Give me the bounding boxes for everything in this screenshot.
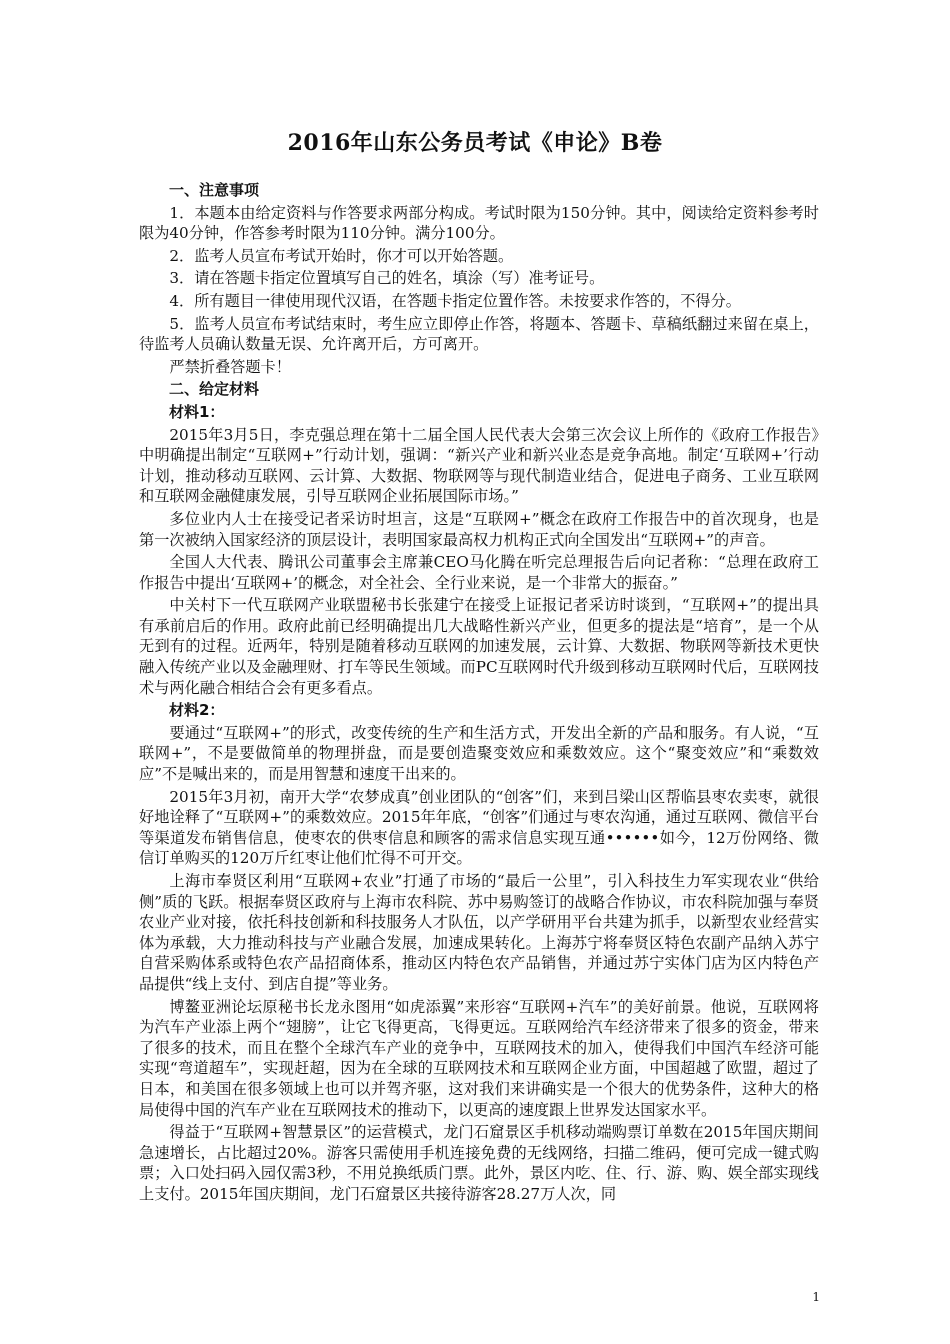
section-heading: 材料2： xyxy=(169,701,225,720)
body-paragraph: 2015年3月初，南开大学“农梦成真”创业团队的“创客”们，来到吕梁山区帮临县枣农卖枣，就很好地诠释了“互联网+”的乘数效应。2015年年底，“创客”们通过与枣农沟通，通过互联网、微信平台等渠道发布销售信息，使枣农的供枣信息和顾客的需求信息实现互通••••••如今，12万份网络、微信订单购买的120万斤红枣让他们忙得不可开交。 xyxy=(139,787,819,868)
body-paragraph: 得益于“互联网+智慧景区”的运营模式，龙门石窟景区手机移动端购票订单数在2015年国庆期间急速增长，占比超过20%。游客只需使用手机连接免费的无线网络，扫描二维码，便可完成一键式购票；入口处扫码入园仅需3秒，不用兑换纸质门票。此外，景区内吃、住、行、游、购、娱全部实现线上支付。2015年国庆期间，龙门石窟景区共接待游客28.27万人次，同 xyxy=(139,1123,819,1203)
body-paragraph: 4．所有题目一律使用现代汉语，在答题卡指定位置作答。未按要求作答的，不得分。 xyxy=(169,291,741,310)
section-heading: 材料1： xyxy=(169,402,225,421)
body-paragraph: 多位业内人士在接受记者采访时坦言，这是“互联网+”概念在政府工作报告中的首次现身，也是第一次被纳入国家经济的顶层设计，表明国家最高权力机构正式向全国发出“互联网+”的声音。 xyxy=(139,509,819,549)
section-heading: 二、给定材料 xyxy=(169,380,260,399)
body-paragraph: 全国人大代表、腾讯公司董事会主席兼CEO马化腾在听完总理报告后向记者称：“总理在政府工作报告中提出‘互联网+’的概念，对全社会、全行业来说，是一个非常大的振奋。” xyxy=(139,553,819,592)
body-paragraph: 2015年3月5日，李克强总理在第十二届全国人民代表大会第三次会议上所作的《政府工作报告》中明确提出制定“互联网+”行动计划，强调：“新兴产业和新兴业态是竞争高地。制定‘互联网+’行动计划，推动移动互联网、云计算、大数据、物联网等与现代制造业结合，促进电子商务、工业互联网和互联网金融健康发展，引导互联网企业拓展国际市场。” xyxy=(139,425,819,506)
section-heading: 一、注意事项 xyxy=(169,181,260,199)
body-paragraph: 要通过“互联网+”的形式，改变传统的生产和生活方式，开发出全新的产品和服务。有人说，“互联网+”，不是要做简单的物理拼盘，而是要创造聚变效应和乘数效应。这个“聚变效应”和“乘数效应”不是喊出来的，而是用智慧和速度干出来的。 xyxy=(139,723,819,784)
document-body xyxy=(139,180,819,1207)
document-title: 2016年山东公务员考试《申论》B卷 xyxy=(287,130,663,156)
body-paragraph: 博鳌亚洲论坛原秘书长龙永图用“如虎添翼”来形容“互联网+汽车”的美好前景。他说，互联网将为汽车产业添上两个“翅膀”，让它飞得更高，飞得更远。互联网给汽车经济带来了很多的资金，带来了很多的技术，而且在整个全球汽车产业的竞争中，互联网技术的加入，使得我们中国汽车经济可能实现“弯道超车”，实现赶超，因为在全球的互联网技术和互联网企业方面，中国超越了欧盟，超过了日本，和美国在很多领域上也可以并驾齐驱，这对我们来讲确实是一个很大的优势条件，这种大的格局使得中国的汽车产业在互联网技术的推动下，以更高的速度跟上世界发达国家水平。 xyxy=(139,997,819,1119)
body-paragraph: 中关村下一代互联网产业联盟秘书长张建宁在接受上证报记者采访时谈到，“互联网+”的提出具有承前启后的作用。政府此前已经明确提出几大战略性新兴产业，但更多的提法是“培育”，是一个从无到有的过程。近两年，特别是随着移动互联网的加速发展，云计算、大数据、物联网等新技术更快融入传统产业以及金融理财、打车等民生领域。而PC互联网时代升级到移动互联网时代后，互联网技术与两化融合相结合会有更多看点。 xyxy=(139,596,819,697)
page-number: 1 xyxy=(812,1290,820,1304)
body-paragraph: 2．监考人员宣布考试开始时，你才可以开始答题。 xyxy=(169,246,514,265)
body-paragraph: 3．请在答题卡指定位置填写自己的姓名，填涂（写）准考证号。 xyxy=(169,269,605,288)
body-paragraph: 5．监考人员宣布考试结束时，考生应立即停止作答，将题本、答题卡、草稿纸翻过来留在桌上，待监考人员确认数量无误、允许离开后，方可离开。 xyxy=(139,314,819,354)
body-paragraph: 严禁折叠答题卡！ xyxy=(169,357,291,376)
body-paragraph: 上海市奉贤区利用“互联网+农业”打通了市场的“最后一公里”，引入科技生力军实现农业“供给侧”质的飞跃。根据奉贤区政府与上海市农科院、苏中易购签订的战略合作协议，市农科院加强与奉贤农业产业对接，依托科技创新和科技服务人才队伍，以产学研用平台共建为抓手，以新型农业经营实体为承载，大力推动科技与产业融合发展，加速成果转化。上海苏宁将奉贤区特色农副产品纳入苏宁自营采购体系或特色农产品招商体系，推动区内特色农产品销售，并通过苏宁实体门店为区内特色产品提供“线上支付、到店自提”等业务。 xyxy=(139,872,819,993)
body-paragraph: 1．本题本由给定资料与作答要求两部分构成。考试时限为150分钟。其中，阅读给定资料参考时限为40分钟，作答参考时限为110分钟。满分100分。 xyxy=(139,203,819,243)
